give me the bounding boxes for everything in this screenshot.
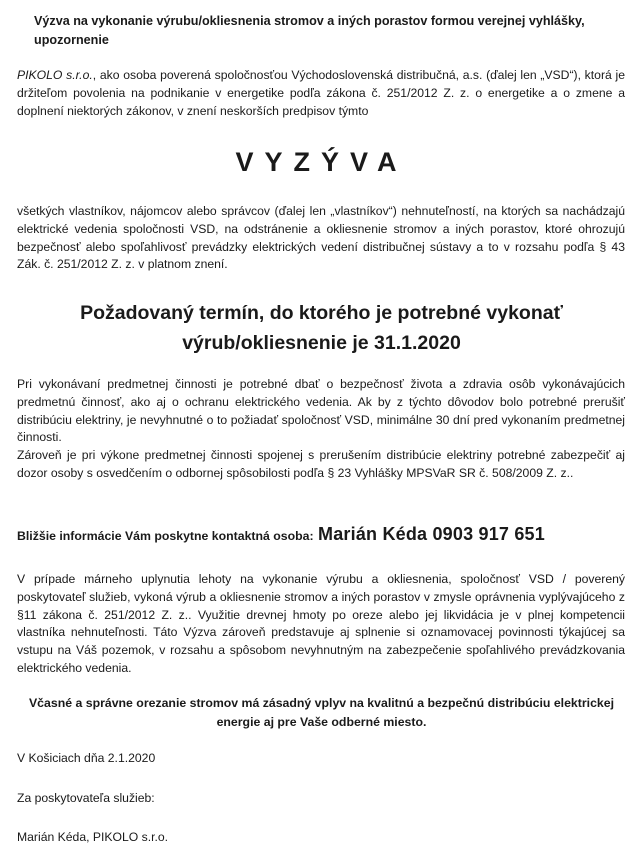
company-name: PIKOLO s.r.o. <box>17 68 93 82</box>
contact-label: Bližšie informácie Vám poskytne kontaktná osoba: <box>17 529 314 543</box>
closing-statement: Včasné a správne orezanie stromov má zásadný vplyv na kvalitnú a bezpečnú distribúciu elektrickej energie aj pre Vaše odberné miesto. <box>28 696 615 729</box>
safety-section <box>17 376 625 483</box>
safety-paragraph-2: Zároveň je pri výkone predmetnej činnosti spojenej s prerušením distribúcie elektriny potrebné zabezpečiť aj dozor osoby s osvedčením o odbornej spôsobilosti podľa § 23 Vyhlášky MPSVaR SR č. 508/2009 Z. z.. <box>17 448 625 480</box>
intro-text: , ako osoba poverená spoločnosťou Východoslovenská distribučná, a.s. (ďalej len „VSD“), ktorá je držiteľom povolenia na podnikanie v energetike podľa zákona č. 251/2012 Z. z. o energetike a o zmene a doplnení niektorých zákonov, v znení neskorších predpisov týmto <box>17 68 625 118</box>
intro-paragraph <box>17 67 625 120</box>
signer-name: Marián Kéda, PIKOLO s.r.o. <box>17 830 169 844</box>
place-date: V Košiciach dňa 2.1.2020 <box>17 751 156 765</box>
deadline-notice: Požadovaný termín, do ktorého je potrebné vykonať výrub/okliesnenie je 31.1.2020 <box>80 302 563 354</box>
targets-paragraph: všetkých vlastníkov, nájomcov alebo správcov (ďalej len „vlastníkov“) nehnuteľností, na ktorých sa nachádzajú elektrické vedenia spoločnosti VSD, na odstránenie a okliesnenie stromov a iných porastov, ktoré ohrozujú bezpečnosť alebo spoľahlivosť prevádzky elektrických vedení distribučnej sústavy a to v rozsahu podľa § 43 Zák. č. 251/2012 Z. z. v platnom znení. <box>17 204 625 272</box>
legal-paragraph: V prípade márneho uplynutia lehoty na vykonanie výrubu a okliesnenia, spoločnosť VSD / poverený poskytovateľ služieb, vykoná výrub a okliesnenie stromov a iných porastov v zmysle oprávnenia vyplývajúceho z §11 zákona č. 251/2012 Z. z.. Využitie drevnej hmoty po oreze alebo jej likvidácia je v plnej kompetencii vlastníka nehnuteľnosti. Táto Výzva zároveň predstavuje aj splnenie si oznamovacej povinnosti týkajúcej sa vstupu na Váš pozemok, v rozsahu a spôsobom nevyhnutným na zabezpečenie spoľahlivého prevádzkovania elektrického vedenia. <box>17 572 625 675</box>
safety-paragraph-1: Pri vykonávaní predmetnej činnosti je potrebné dbať o bezpečnosť života a zdravia osôb vykonávajúcich predmetnú činnosť, ako aj o ochranu elektrického vedenia. Ak by z týchto dôvodov bolo potrebné prerušiť distribúciu elektriny, je nevyhnutné o to požiadať spoločnosť VSD, minimálne 30 dní pred vykonaním predmetnej činnosti. <box>17 377 625 445</box>
document-heading: Výzva na vykonanie výrubu/okliesnenia stromov a iných porastov formou verejnej vyhlášky, upozornenie <box>34 14 585 47</box>
contact-person: Marián Kéda 0903 917 651 <box>318 524 545 544</box>
call-word: VYZÝVA <box>235 147 408 177</box>
contact-line <box>17 524 627 545</box>
provider-label: Za poskytovateľa služieb: <box>17 791 155 805</box>
